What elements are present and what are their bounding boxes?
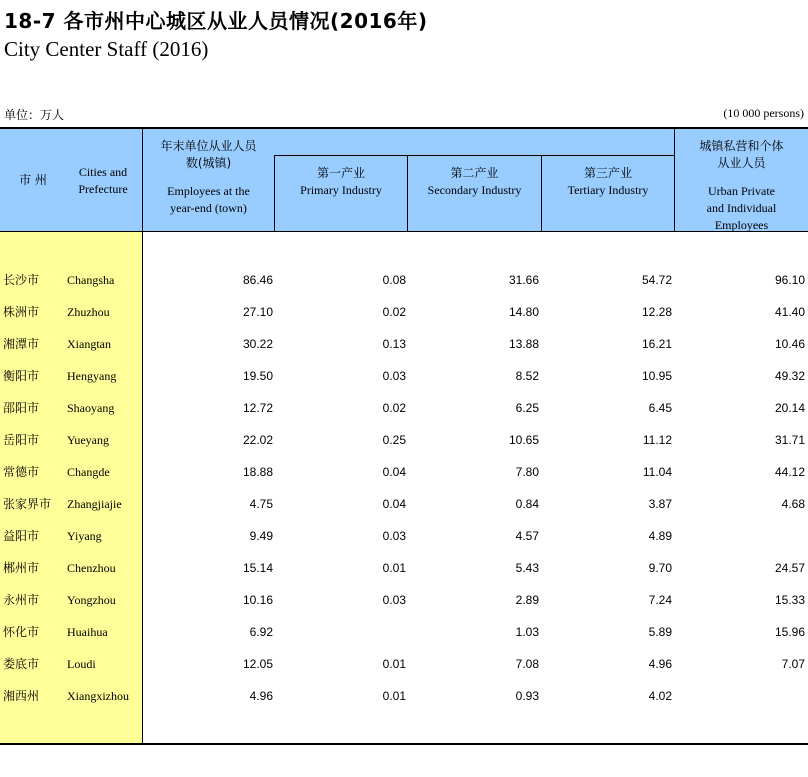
tertiary-value: 6.45 (648, 401, 672, 415)
table-row (0, 456, 808, 488)
primary-value: 0.03 (382, 369, 406, 383)
table-row (0, 264, 808, 296)
employees-value: 15.14 (242, 561, 273, 575)
unit-label-en: (10 000 persons) (723, 106, 804, 120)
secondary-value: 7.80 (515, 465, 539, 479)
city-name-en: Huaihua (67, 625, 108, 639)
table-row (0, 584, 808, 616)
primary-value: 0.25 (382, 433, 406, 447)
secondary-value: 31.66 (508, 273, 539, 287)
private-value: 49.32 (774, 369, 805, 383)
table-title-cn: 18-7 各市州中心城区从业人员情况(2016年) (4, 9, 428, 33)
city-name-en: Changde (67, 465, 110, 479)
tertiary-value: 11.04 (642, 465, 672, 479)
primary-value: 0.03 (382, 529, 406, 543)
employees-value: 22.02 (242, 433, 273, 447)
tertiary-value: 12.28 (641, 305, 672, 319)
city-name-en: Hengyang (67, 369, 117, 383)
table-bottom-rule (0, 743, 808, 745)
city-name-cn: 衡阳市 (3, 369, 40, 383)
tertiary-value: 3.87 (648, 497, 672, 511)
secondary-value: 1.03 (515, 625, 539, 639)
city-name-en: Yueyang (67, 433, 109, 447)
header-employees-cn-1: 年末单位从业人员 (160, 139, 257, 153)
private-value: 15.33 (774, 593, 805, 607)
table-row (0, 552, 808, 584)
employees-value: 12.05 (242, 657, 273, 671)
private-value: 10.46 (774, 337, 805, 351)
secondary-value: 5.43 (515, 561, 539, 575)
private-value: 96.10 (774, 273, 805, 287)
city-name-cn: 永州市 (3, 593, 40, 607)
employees-value: 10.16 (242, 593, 273, 607)
employees-value: 86.46 (242, 273, 273, 287)
private-value: 24.57 (774, 561, 805, 575)
employees-value: 9.49 (249, 529, 273, 543)
table-row (0, 360, 808, 392)
primary-value: 0.03 (382, 593, 406, 607)
city-name-cn: 湘西州 (3, 689, 40, 703)
city-name-en: Xiangxizhou (67, 689, 129, 703)
header-city-en-2: Prefecture (78, 182, 128, 196)
header-private-cn-1: 城镇私营和个体 (699, 139, 784, 153)
secondary-value: 8.52 (515, 369, 539, 383)
header-employees-en-1: Employees at the (167, 184, 250, 198)
primary-value: 0.01 (382, 561, 406, 575)
table-row (0, 680, 808, 712)
table-row (0, 648, 808, 680)
city-name-cn: 常德市 (3, 465, 40, 479)
tertiary-value: 9.70 (648, 561, 672, 575)
tertiary-value: 16.21 (641, 337, 672, 351)
primary-value: 0.01 (382, 657, 406, 671)
header-tertiary-cn: 第三产业 (583, 166, 632, 180)
city-name-cn: 张家界市 (3, 497, 52, 511)
private-value: 41.40 (774, 305, 805, 319)
employees-value: 19.50 (242, 369, 273, 383)
secondary-value: 14.80 (508, 305, 539, 319)
header-primary-en: Primary Industry (300, 183, 382, 197)
private-value: 31.71 (774, 433, 805, 447)
private-value: 7.07 (781, 657, 805, 671)
city-name-cn: 怀化市 (3, 625, 40, 639)
city-name-cn: 湘潭市 (3, 337, 40, 351)
city-name-en: Changsha (67, 273, 115, 287)
secondary-value: 6.25 (515, 401, 539, 415)
employees-value: 18.88 (242, 465, 273, 479)
header-private-en-3: Employees (714, 218, 769, 232)
header-secondary-en: Secondary Industry (427, 183, 522, 197)
table-row (0, 296, 808, 328)
table-row (0, 392, 808, 424)
primary-value: 0.01 (382, 689, 406, 703)
city-name-en: Zhuzhou (67, 305, 110, 319)
secondary-value: 4.57 (515, 529, 539, 543)
primary-value: 0.04 (382, 465, 406, 479)
city-name-cn: 长沙市 (3, 273, 40, 287)
table-row (0, 488, 808, 520)
employees-value: 12.72 (242, 401, 273, 415)
employees-value: 4.75 (249, 497, 273, 511)
private-value: 44.12 (774, 465, 805, 479)
primary-value: 0.02 (382, 305, 406, 319)
city-name-cn: 郴州市 (3, 561, 40, 575)
header-employees-cn-2: 数(城镇) (185, 156, 232, 170)
city-name-en: Yongzhou (67, 593, 116, 607)
city-name-en: Zhangjiajie (67, 497, 122, 511)
header-city-cn: 市 州 (19, 173, 47, 187)
secondary-value: 7.08 (515, 657, 539, 671)
tertiary-value: 4.89 (648, 529, 672, 543)
city-name-en: Chenzhou (67, 561, 116, 575)
city-name-cn: 娄底市 (3, 657, 40, 671)
unit-label-cn: 单位：万人 (4, 108, 65, 122)
header-private-cn-2: 从业人员 (717, 156, 766, 170)
table-row (0, 616, 808, 648)
city-name-cn: 益阳市 (3, 529, 40, 543)
header-tertiary-en: Tertiary Industry (567, 183, 649, 197)
header-city-en-1: Cities and (78, 165, 128, 179)
header-secondary-cn: 第二产业 (450, 166, 499, 180)
tertiary-value: 11.12 (642, 433, 672, 447)
city-name-en: Xiangtan (67, 337, 111, 351)
table-title-en: City Center Staff (2016) (4, 37, 209, 61)
secondary-value: 0.84 (515, 497, 539, 511)
city-name-cn: 株洲市 (3, 305, 40, 319)
tertiary-value: 5.89 (648, 625, 672, 639)
table-row (0, 520, 808, 552)
tertiary-value: 54.72 (641, 273, 672, 287)
tertiary-value: 7.24 (648, 593, 672, 607)
secondary-value: 0.93 (515, 689, 539, 703)
private-value: 15.96 (774, 625, 805, 639)
employees-value: 6.92 (249, 625, 273, 639)
primary-value: 0.02 (382, 401, 406, 415)
tertiary-value: 10.95 (641, 369, 672, 383)
city-name-en: Yiyang (67, 529, 102, 543)
private-value: 4.68 (781, 497, 805, 511)
employees-value: 4.96 (249, 689, 273, 703)
header-private-en-1: Urban Private (708, 184, 775, 198)
employees-value: 30.22 (242, 337, 273, 351)
city-name-en: Shaoyang (67, 401, 115, 415)
table-header (0, 127, 808, 232)
primary-value: 0.08 (382, 273, 406, 287)
secondary-value: 10.65 (508, 433, 539, 447)
tertiary-value: 4.96 (648, 657, 672, 671)
employees-value: 27.10 (242, 305, 273, 319)
city-name-en: Loudi (67, 657, 96, 671)
table-row (0, 328, 808, 360)
header-employees-en-2: year-end (town) (170, 201, 247, 215)
city-name-cn: 岳阳市 (3, 433, 40, 447)
tertiary-value: 4.02 (648, 689, 672, 703)
city-name-cn: 邵阳市 (3, 401, 40, 415)
header-primary-cn: 第一产业 (316, 166, 365, 180)
secondary-value: 13.88 (508, 337, 539, 351)
header-private-en-2: and Individual (706, 201, 777, 215)
primary-value: 0.04 (382, 497, 406, 511)
secondary-value: 2.89 (515, 593, 539, 607)
primary-value: 0.13 (382, 337, 406, 351)
private-value: 20.14 (774, 401, 805, 415)
table-row (0, 424, 808, 456)
